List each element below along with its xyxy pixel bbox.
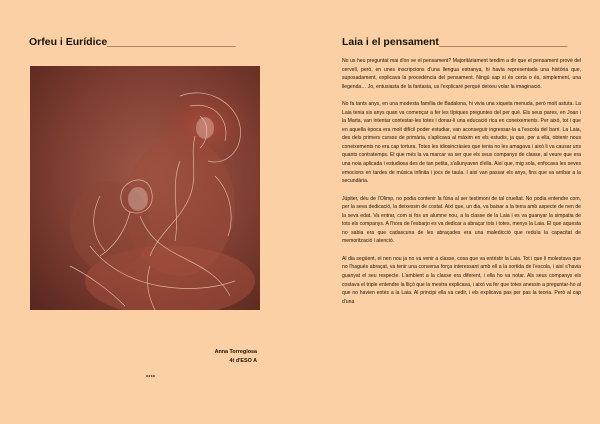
- poem-title: Orfeu i Eurídice______________________: [29, 36, 236, 48]
- paragraph: Júpiter, déu de l'Olimp, no podia contenir la fúria al ser testimoni de tal crueltat. No podia entendre com, per la seva dedicació, la deixessin de costat. Així que, un dia, va baixar a la terra amb aspecte de nen de la seva edat. Va entrar, com si fos un alumne nou, a la classe de la Laia i es va guanyar la simpatia de tots els companys. A l'hora de l'esbarjo es va dedicar a abraçar tots i totes, menys la Laia. El que aquesta no sabia era que cadascuna de les abraçades era una maledicció que reduïa la capacitat de memorització i atenció.: [342, 195, 581, 245]
- paragraph: No us heu preguntat mai d'on ve el pensament? Majoritàriament tendim a dir que el pensament prové del cervell, però, en unes inscripcions d'una llengua estranya, hi havia representada una història que, suposadament, explicava la procedència del pensament. Ningú sap si és certa o és, simplement, una llegenda… Jo, entusiasta de la fantasia, us l'explicaré perquè deixeu volar la imaginació.: [342, 58, 581, 90]
- right-page: [300, 0, 600, 424]
- paragraph: No fa tants anys, en una modesta família de Badalona, hi vivia una xiqueta menuda, però molt astuta. La Laia tenia sis anys quan va començar a fer les típiques preguntes del per què. Els seus pares, en Joan i la Marta, van intentar contestar-les totes i donar-li una educació rica en coneixements. Per això, tot i que en aquella època era molt difícil poder estudiar, van aconseguir ingressar-la a l'escola del barri. La Laia, des dels primers cursos de primària, s'aplicava al màxim en els estudis, ja que, per a ella, obtenir nous coneixements no era cap tortura. Totes les idiosincràsies que tenia no les amagava i això li va causar uns quants contratemps. El que més la va marcar va ser que els seus companys de classe, al veure que era una noia aplicada i estudiosa des de tan petita, s'allunyaven d'ella. Així que, mig sola, enfocava les seves emocions en tardes de música infinita i jocs de taula. I així van passar els anys, fins que va arribar a la secundària.: [342, 101, 581, 185]
- author-block: [215, 348, 257, 365]
- story-title: Laia i el pensament______________________: [342, 36, 568, 48]
- artwork-illustration: [30, 66, 260, 310]
- section-separator: ****: [146, 375, 156, 381]
- artwork-drawing: [30, 66, 260, 310]
- author-class: 4t d'ESO A: [229, 357, 257, 364]
- story-body: [342, 57, 581, 315]
- paragraph: Al dia següent, el nen nou ja no va venir a classe, cosa que va entristir la Laia. Tot i que li molestava que no l'hagués abraçat, va tenir una conversa força interessant amb ell a la sortida de l'escola, i així s'havia guanyat el seu respecte. L'ambient a la classe era diferent, i ella ho va notar. Als seus companys els costava el triple entendre la lliçó que la mestra explicava, i això va fer que totes anessin a preguntar-ho al que no havien entès a la Laia. Al principi ella va cedir, i els explicava pas per pas la teoria. Però al cap d'una: [342, 255, 581, 305]
- author-name: Anna Torreglosa: [214, 349, 257, 355]
